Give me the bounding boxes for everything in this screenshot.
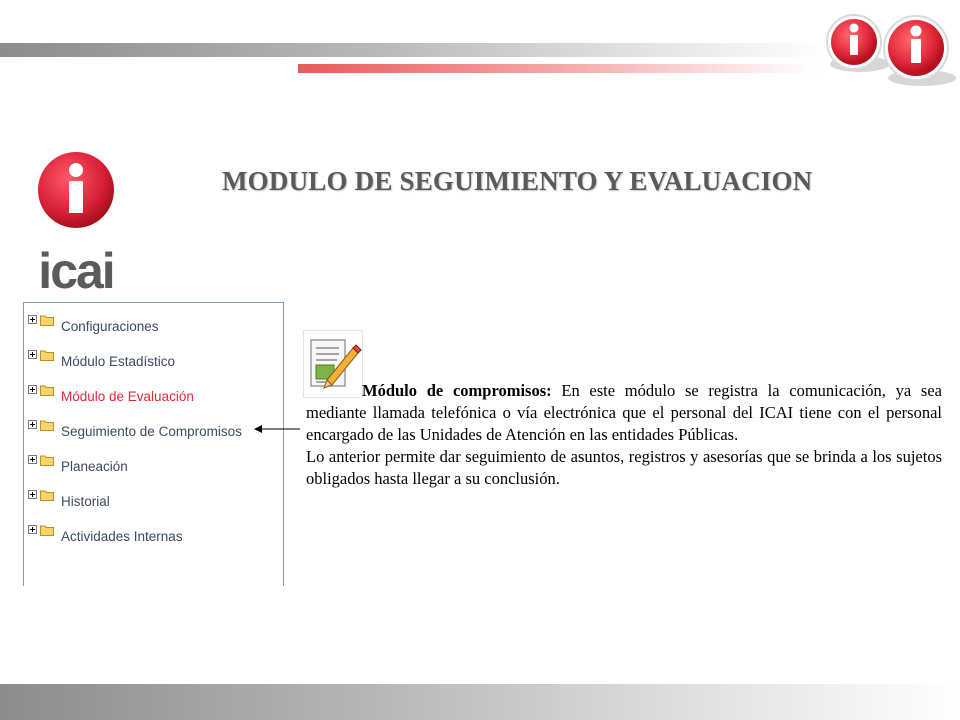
tree-item-label: Módulo de Evaluación [61, 388, 194, 404]
expand-plus-icon[interactable] [28, 420, 37, 429]
icai-logo-icon [24, 150, 128, 292]
arrow-left-icon [254, 422, 300, 436]
tree-item-label: Configuraciones [61, 318, 159, 334]
folder-icon [40, 384, 54, 396]
folder-icon [40, 419, 54, 431]
tree-item-label: Seguimiento de Compromisos [61, 423, 242, 439]
expand-plus-icon[interactable] [28, 315, 37, 324]
tree-item-seguimiento-compromisos[interactable] [28, 418, 242, 438]
folder-icon [40, 349, 54, 361]
tree-item-label: Módulo Estadístico [61, 353, 176, 369]
description-paragraph-2: Lo anterior permite dar seguimiento de asuntos, registros y asesorías que se brinda a los sujetos obligados hasta llegar a su conclusión. [306, 447, 942, 488]
tree-item-label: Historial [61, 493, 110, 509]
tree-item-modulo-evaluacion[interactable] [28, 383, 194, 403]
tree-item-historial[interactable] [28, 488, 110, 508]
tree-item-actividades-internas[interactable] [28, 523, 183, 543]
top-decorative-bar [0, 43, 830, 57]
module-description [306, 380, 942, 490]
tree-item-configuraciones[interactable] [28, 313, 159, 333]
expand-plus-icon[interactable] [28, 490, 37, 499]
tree-item-planeacion[interactable] [28, 453, 128, 473]
page-title: MODULO DE SEGUIMIENTO Y EVALUACION [222, 166, 813, 196]
red-accent-bar [298, 64, 818, 73]
tree-item-label: Actividades Internas [61, 528, 183, 544]
ii-logo-icon [824, 8, 960, 88]
navigation-tree [23, 302, 284, 586]
expand-plus-icon[interactable] [28, 525, 37, 534]
folder-icon [40, 454, 54, 466]
tree-item-modulo-estadistico[interactable] [28, 348, 175, 368]
description-paragraph-1: En este módulo se registra la comunicación, ya sea mediante llamada telefónica o vía electrónica que el personal del ICAI tiene con el personal encargado de las Unidades de Atención en las entidades Públicas. [306, 381, 943, 444]
folder-icon [40, 314, 54, 326]
folder-icon [40, 524, 54, 536]
description-heading: Módulo de compromisos: [362, 381, 552, 400]
icai-logo-text: icai [38, 243, 114, 292]
tree-item-label: Planeación [61, 458, 128, 474]
folder-icon [40, 489, 54, 501]
expand-plus-icon[interactable] [28, 455, 37, 464]
bottom-decorative-bar [0, 684, 960, 720]
expand-plus-icon[interactable] [28, 350, 37, 359]
expand-plus-icon[interactable] [28, 385, 37, 394]
